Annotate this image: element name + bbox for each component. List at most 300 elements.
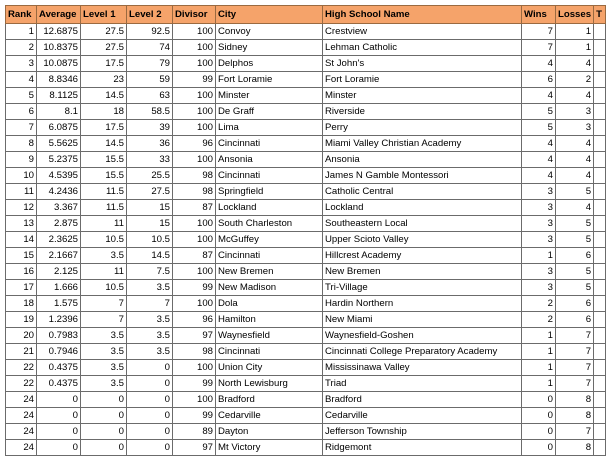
cell-high-school-name[interactable]: Jefferson Township	[323, 424, 522, 440]
cell-high-school-name[interactable]: Cedarville	[323, 408, 522, 424]
cell-level-1[interactable]: 15.5	[81, 168, 127, 184]
cell-level-1[interactable]: 3.5	[81, 376, 127, 392]
cell-average[interactable]: 0	[37, 392, 81, 408]
cell-rank[interactable]: 10	[6, 168, 37, 184]
cell-divisor[interactable]: 100	[173, 360, 216, 376]
cell-level-2[interactable]: 3.5	[127, 312, 173, 328]
cell-high-school-name[interactable]: James N Gamble Montessori	[323, 168, 522, 184]
cell-divisor[interactable]: 96	[173, 136, 216, 152]
table-row	[6, 280, 606, 296]
cell-divisor[interactable]: 100	[173, 120, 216, 136]
cell-average[interactable]: 0.7946	[37, 344, 81, 360]
cell-level-2[interactable]: 79	[127, 56, 173, 72]
cell-losses[interactable]: 8	[556, 392, 594, 408]
cell-level-2[interactable]: 0	[127, 408, 173, 424]
cell-average[interactable]: 2.3625	[37, 232, 81, 248]
cell-divisor[interactable]: 97	[173, 440, 216, 456]
cell-average[interactable]: 8.1	[37, 104, 81, 120]
cell-wins[interactable]: 4	[522, 56, 556, 72]
table-row	[6, 424, 606, 440]
cell-rank[interactable]: 20	[6, 328, 37, 344]
cell-city[interactable]: Minster	[216, 88, 323, 104]
cell-high-school-name[interactable]: Tri-Village	[323, 280, 522, 296]
cell-average[interactable]: 3.367	[37, 200, 81, 216]
cell-ties[interactable]	[594, 280, 606, 296]
cell-average[interactable]: 0	[37, 424, 81, 440]
cell-city[interactable]: Fort Loramie	[216, 72, 323, 88]
cell-divisor[interactable]: 100	[173, 296, 216, 312]
cell-wins[interactable]: 4	[522, 168, 556, 184]
cell-city[interactable]: Cincinnati	[216, 248, 323, 264]
cell-wins[interactable]: 1	[522, 248, 556, 264]
cell-level-2[interactable]: 0	[127, 360, 173, 376]
cell-ties[interactable]	[594, 344, 606, 360]
cell-high-school-name[interactable]: New Bremen	[323, 264, 522, 280]
cell-ties[interactable]	[594, 296, 606, 312]
table-row	[6, 72, 606, 88]
cell-level-1[interactable]: 23	[81, 72, 127, 88]
cell-city[interactable]: Dayton	[216, 424, 323, 440]
cell-city[interactable]: Cincinnati	[216, 136, 323, 152]
cell-high-school-name[interactable]: Crestview	[323, 24, 522, 40]
cell-divisor[interactable]: 100	[173, 152, 216, 168]
cell-rank[interactable]: 2	[6, 40, 37, 56]
column-header-ties[interactable]: T	[594, 6, 606, 24]
cell-rank[interactable]: 4	[6, 72, 37, 88]
cell-high-school-name[interactable]: Miami Valley Christian Academy	[323, 136, 522, 152]
cell-average[interactable]: 0	[37, 440, 81, 456]
cell-level-2[interactable]: 27.5	[127, 184, 173, 200]
table-row	[6, 120, 606, 136]
cell-level-1[interactable]: 10.5	[81, 280, 127, 296]
cell-average[interactable]: 6.0875	[37, 120, 81, 136]
cell-high-school-name[interactable]: Minster	[323, 88, 522, 104]
table-row	[6, 248, 606, 264]
cell-wins[interactable]: 3	[522, 280, 556, 296]
cell-high-school-name[interactable]: Southeastern Local	[323, 216, 522, 232]
cell-rank[interactable]: 7	[6, 120, 37, 136]
cell-ties[interactable]	[594, 136, 606, 152]
cell-wins[interactable]: 6	[522, 72, 556, 88]
cell-city[interactable]: McGuffey	[216, 232, 323, 248]
table-row	[6, 312, 606, 328]
cell-ties[interactable]	[594, 312, 606, 328]
cell-rank[interactable]: 21	[6, 344, 37, 360]
cell-wins[interactable]: 1	[522, 360, 556, 376]
cell-rank[interactable]: 12	[6, 200, 37, 216]
cell-high-school-name[interactable]: Hillcrest Academy	[323, 248, 522, 264]
table-row	[6, 344, 606, 360]
cell-rank[interactable]: 5	[6, 88, 37, 104]
cell-level-1[interactable]: 14.5	[81, 88, 127, 104]
cell-losses[interactable]: 6	[556, 248, 594, 264]
table-row	[6, 392, 606, 408]
column-header-rank[interactable]: Rank	[6, 6, 37, 24]
cell-rank[interactable]: 3	[6, 56, 37, 72]
cell-losses[interactable]: 5	[556, 280, 594, 296]
cell-ties[interactable]	[594, 72, 606, 88]
cell-level-1[interactable]: 17.5	[81, 56, 127, 72]
cell-rank[interactable]: 17	[6, 280, 37, 296]
cell-city[interactable]: Cedarville	[216, 408, 323, 424]
cell-level-1[interactable]: 10.5	[81, 232, 127, 248]
cell-ties[interactable]	[594, 376, 606, 392]
cell-high-school-name[interactable]: Waynesfield-Goshen	[323, 328, 522, 344]
cell-city[interactable]: Dola	[216, 296, 323, 312]
cell-level-2[interactable]: 63	[127, 88, 173, 104]
cell-wins[interactable]: 4	[522, 136, 556, 152]
cell-ties[interactable]	[594, 168, 606, 184]
column-header-average[interactable]: Average	[37, 6, 81, 24]
table-row	[6, 328, 606, 344]
cell-rank[interactable]: 24	[6, 392, 37, 408]
cell-level-1[interactable]: 0	[81, 408, 127, 424]
cell-rank[interactable]: 16	[6, 264, 37, 280]
cell-wins[interactable]: 7	[522, 40, 556, 56]
cell-level-2[interactable]: 25.5	[127, 168, 173, 184]
cell-losses[interactable]: 5	[556, 232, 594, 248]
cell-level-2[interactable]: 58.5	[127, 104, 173, 120]
cell-city[interactable]: New Madison	[216, 280, 323, 296]
cell-level-2[interactable]: 15	[127, 216, 173, 232]
cell-wins[interactable]: 4	[522, 152, 556, 168]
cell-losses[interactable]: 4	[556, 56, 594, 72]
cell-rank[interactable]: 13	[6, 216, 37, 232]
cell-city[interactable]: Union City	[216, 360, 323, 376]
cell-average[interactable]: 12.6875	[37, 24, 81, 40]
cell-rank[interactable]: 6	[6, 104, 37, 120]
cell-average[interactable]: 8.1125	[37, 88, 81, 104]
cell-losses[interactable]: 7	[556, 360, 594, 376]
table-row	[6, 152, 606, 168]
cell-wins[interactable]: 4	[522, 88, 556, 104]
cell-rank[interactable]: 24	[6, 424, 37, 440]
cell-average[interactable]: 1.575	[37, 296, 81, 312]
cell-wins[interactable]: 3	[522, 184, 556, 200]
cell-rank[interactable]: 1	[6, 24, 37, 40]
cell-average[interactable]: 1.2396	[37, 312, 81, 328]
cell-level-1[interactable]: 11	[81, 264, 127, 280]
cell-level-1[interactable]: 27.5	[81, 40, 127, 56]
cell-city[interactable]: Sidney	[216, 40, 323, 56]
cell-city[interactable]: Hamilton	[216, 312, 323, 328]
cell-average[interactable]: 10.8375	[37, 40, 81, 56]
cell-losses[interactable]: 4	[556, 88, 594, 104]
cell-losses[interactable]: 1	[556, 40, 594, 56]
cell-city[interactable]: Ansonia	[216, 152, 323, 168]
table-row	[6, 440, 606, 456]
cell-ties[interactable]	[594, 24, 606, 40]
column-header-losses[interactable]: Losses	[556, 6, 594, 24]
cell-losses[interactable]: 4	[556, 200, 594, 216]
cell-level-1[interactable]: 17.5	[81, 120, 127, 136]
cell-city[interactable]: Lockland	[216, 200, 323, 216]
cell-average[interactable]: 10.0875	[37, 56, 81, 72]
cell-city[interactable]: De Graff	[216, 104, 323, 120]
cell-high-school-name[interactable]: Upper Scioto Valley	[323, 232, 522, 248]
cell-high-school-name[interactable]: Ridgemont	[323, 440, 522, 456]
cell-divisor[interactable]: 100	[173, 24, 216, 40]
cell-divisor[interactable]: 97	[173, 328, 216, 344]
cell-losses[interactable]: 4	[556, 168, 594, 184]
cell-high-school-name[interactable]: Mississinawa Valley	[323, 360, 522, 376]
cell-wins[interactable]: 3	[522, 264, 556, 280]
cell-rank[interactable]: 15	[6, 248, 37, 264]
cell-average[interactable]: 5.5625	[37, 136, 81, 152]
cell-losses[interactable]: 1	[556, 24, 594, 40]
cell-wins[interactable]: 2	[522, 312, 556, 328]
cell-divisor[interactable]: 99	[173, 72, 216, 88]
cell-divisor[interactable]: 100	[173, 216, 216, 232]
cell-divisor[interactable]: 100	[173, 40, 216, 56]
cell-high-school-name[interactable]: Triad	[323, 376, 522, 392]
cell-losses[interactable]: 7	[556, 376, 594, 392]
cell-average[interactable]: 2.125	[37, 264, 81, 280]
cell-high-school-name[interactable]: Lockland	[323, 200, 522, 216]
cell-high-school-name[interactable]: Perry	[323, 120, 522, 136]
cell-city[interactable]: Cincinnati	[216, 344, 323, 360]
cell-average[interactable]: 4.2436	[37, 184, 81, 200]
cell-divisor[interactable]: 100	[173, 88, 216, 104]
cell-divisor[interactable]: 87	[173, 248, 216, 264]
cell-divisor[interactable]: 96	[173, 312, 216, 328]
cell-wins[interactable]: 7	[522, 24, 556, 40]
cell-wins[interactable]: 0	[522, 392, 556, 408]
cell-high-school-name[interactable]: Bradford	[323, 392, 522, 408]
cell-wins[interactable]: 3	[522, 200, 556, 216]
table-row	[6, 184, 606, 200]
cell-high-school-name[interactable]: Hardin Northern	[323, 296, 522, 312]
cell-high-school-name[interactable]: Fort Loramie	[323, 72, 522, 88]
column-header-high-school-name[interactable]: High School Name	[323, 6, 522, 24]
rankings-spreadsheet	[5, 5, 606, 456]
cell-ties[interactable]	[594, 408, 606, 424]
cell-losses[interactable]: 5	[556, 216, 594, 232]
cell-level-2[interactable]: 14.5	[127, 248, 173, 264]
cell-wins[interactable]: 5	[522, 104, 556, 120]
cell-wins[interactable]: 0	[522, 408, 556, 424]
cell-level-1[interactable]: 0	[81, 440, 127, 456]
cell-city[interactable]: North Lewisburg	[216, 376, 323, 392]
cell-average[interactable]: 2.875	[37, 216, 81, 232]
column-header-divisor[interactable]: Divisor	[173, 6, 216, 24]
cell-wins[interactable]: 5	[522, 120, 556, 136]
cell-level-1[interactable]: 7	[81, 296, 127, 312]
cell-ties[interactable]	[594, 120, 606, 136]
cell-divisor[interactable]: 100	[173, 56, 216, 72]
cell-high-school-name[interactable]: St John's	[323, 56, 522, 72]
cell-rank[interactable]: 14	[6, 232, 37, 248]
cell-average[interactable]: 0.4375	[37, 376, 81, 392]
cell-average[interactable]: 4.5395	[37, 168, 81, 184]
cell-level-1[interactable]: 3.5	[81, 344, 127, 360]
cell-rank[interactable]: 8	[6, 136, 37, 152]
column-header-city[interactable]: City	[216, 6, 323, 24]
column-header-level-2[interactable]: Level 2	[127, 6, 173, 24]
cell-level-1[interactable]: 3.5	[81, 360, 127, 376]
cell-average[interactable]: 0.4375	[37, 360, 81, 376]
cell-average[interactable]: 8.8346	[37, 72, 81, 88]
cell-losses[interactable]: 3	[556, 120, 594, 136]
cell-rank[interactable]: 24	[6, 408, 37, 424]
table-row	[6, 88, 606, 104]
cell-divisor[interactable]: 99	[173, 408, 216, 424]
cell-wins[interactable]: 0	[522, 424, 556, 440]
cell-level-1[interactable]: 27.5	[81, 24, 127, 40]
cell-rank[interactable]: 22	[6, 360, 37, 376]
table-row	[6, 360, 606, 376]
cell-level-2[interactable]: 3.5	[127, 328, 173, 344]
cell-wins[interactable]: 3	[522, 216, 556, 232]
cell-high-school-name[interactable]: Ansonia	[323, 152, 522, 168]
cell-ties[interactable]	[594, 440, 606, 456]
cell-losses[interactable]: 6	[556, 312, 594, 328]
cell-high-school-name[interactable]: Riverside	[323, 104, 522, 120]
cell-rank[interactable]: 19	[6, 312, 37, 328]
cell-ties[interactable]	[594, 200, 606, 216]
cell-ties[interactable]	[594, 104, 606, 120]
cell-divisor[interactable]: 100	[173, 264, 216, 280]
cell-divisor[interactable]: 87	[173, 200, 216, 216]
cell-divisor[interactable]: 98	[173, 168, 216, 184]
cell-ties[interactable]	[594, 184, 606, 200]
cell-divisor[interactable]: 98	[173, 184, 216, 200]
cell-level-1[interactable]: 0	[81, 392, 127, 408]
cell-divisor[interactable]: 100	[173, 232, 216, 248]
cell-average[interactable]: 0	[37, 408, 81, 424]
cell-divisor[interactable]: 99	[173, 376, 216, 392]
cell-level-1[interactable]: 14.5	[81, 136, 127, 152]
cell-city[interactable]: Cincinnati	[216, 168, 323, 184]
cell-level-2[interactable]: 0	[127, 440, 173, 456]
table-row	[6, 216, 606, 232]
cell-city[interactable]: South Charleston	[216, 216, 323, 232]
cell-rank[interactable]: 24	[6, 440, 37, 456]
cell-losses[interactable]: 3	[556, 104, 594, 120]
cell-divisor[interactable]: 98	[173, 344, 216, 360]
cell-losses[interactable]: 7	[556, 424, 594, 440]
cell-level-1[interactable]: 11.5	[81, 200, 127, 216]
cell-average[interactable]: 0.7983	[37, 328, 81, 344]
cell-ties[interactable]	[594, 232, 606, 248]
cell-city[interactable]: Springfield	[216, 184, 323, 200]
cell-city[interactable]: New Bremen	[216, 264, 323, 280]
cell-divisor[interactable]: 100	[173, 104, 216, 120]
cell-losses[interactable]: 4	[556, 152, 594, 168]
cell-divisor[interactable]: 89	[173, 424, 216, 440]
cell-ties[interactable]	[594, 328, 606, 344]
cell-rank[interactable]: 11	[6, 184, 37, 200]
cell-ties[interactable]	[594, 56, 606, 72]
cell-ties[interactable]	[594, 248, 606, 264]
cell-average[interactable]: 5.2375	[37, 152, 81, 168]
cell-losses[interactable]: 5	[556, 184, 594, 200]
cell-level-2[interactable]: 15	[127, 200, 173, 216]
cell-level-1[interactable]: 3.5	[81, 328, 127, 344]
cell-losses[interactable]: 5	[556, 264, 594, 280]
cell-level-2[interactable]: 33	[127, 152, 173, 168]
cell-high-school-name[interactable]: Cincinnati College Preparatory Academy	[323, 344, 522, 360]
cell-city[interactable]: Mt Victory	[216, 440, 323, 456]
table-row	[6, 136, 606, 152]
cell-rank[interactable]: 18	[6, 296, 37, 312]
column-header-wins[interactable]: Wins	[522, 6, 556, 24]
cell-level-2[interactable]: 3.5	[127, 280, 173, 296]
cell-divisor[interactable]: 100	[173, 392, 216, 408]
cell-losses[interactable]: 2	[556, 72, 594, 88]
cell-rank[interactable]: 22	[6, 376, 37, 392]
cell-high-school-name[interactable]: Lehman Catholic	[323, 40, 522, 56]
cell-ties[interactable]	[594, 88, 606, 104]
cell-losses[interactable]: 8	[556, 440, 594, 456]
cell-city[interactable]: Convoy	[216, 24, 323, 40]
cell-average[interactable]: 2.1667	[37, 248, 81, 264]
cell-losses[interactable]: 8	[556, 408, 594, 424]
cell-wins[interactable]: 1	[522, 344, 556, 360]
cell-city[interactable]: Delphos	[216, 56, 323, 72]
cell-wins[interactable]: 2	[522, 296, 556, 312]
cell-losses[interactable]: 7	[556, 344, 594, 360]
table-row	[6, 56, 606, 72]
cell-level-2[interactable]: 7.5	[127, 264, 173, 280]
cell-city[interactable]: Lima	[216, 120, 323, 136]
cell-ties[interactable]	[594, 264, 606, 280]
cell-level-2[interactable]: 36	[127, 136, 173, 152]
cell-wins[interactable]: 1	[522, 328, 556, 344]
cell-level-2[interactable]: 0	[127, 424, 173, 440]
cell-ties[interactable]	[594, 392, 606, 408]
cell-ties[interactable]	[594, 424, 606, 440]
cell-losses[interactable]: 4	[556, 136, 594, 152]
cell-wins[interactable]: 1	[522, 376, 556, 392]
cell-losses[interactable]: 7	[556, 328, 594, 344]
cell-level-1[interactable]: 11	[81, 216, 127, 232]
cell-ties[interactable]	[594, 152, 606, 168]
cell-ties[interactable]	[594, 360, 606, 376]
cell-level-2[interactable]: 74	[127, 40, 173, 56]
cell-city[interactable]: Bradford	[216, 392, 323, 408]
column-header-level-1[interactable]: Level 1	[81, 6, 127, 24]
cell-wins[interactable]: 3	[522, 232, 556, 248]
cell-rank[interactable]: 9	[6, 152, 37, 168]
cell-level-2[interactable]: 0	[127, 392, 173, 408]
cell-level-2[interactable]: 39	[127, 120, 173, 136]
cell-level-1[interactable]: 11.5	[81, 184, 127, 200]
table-row	[6, 264, 606, 280]
cell-level-2[interactable]: 3.5	[127, 344, 173, 360]
cell-level-1[interactable]: 7	[81, 312, 127, 328]
cell-high-school-name[interactable]: Catholic Central	[323, 184, 522, 200]
cell-wins[interactable]: 0	[522, 440, 556, 456]
cell-divisor[interactable]: 99	[173, 280, 216, 296]
cell-level-2[interactable]: 7	[127, 296, 173, 312]
cell-level-1[interactable]: 3.5	[81, 248, 127, 264]
cell-losses[interactable]: 6	[556, 296, 594, 312]
cell-level-2[interactable]: 0	[127, 376, 173, 392]
cell-level-2[interactable]: 92.5	[127, 24, 173, 40]
cell-city[interactable]: Waynesfield	[216, 328, 323, 344]
cell-ties[interactable]	[594, 40, 606, 56]
cell-high-school-name[interactable]: New Miami	[323, 312, 522, 328]
cell-average[interactable]: 1.666	[37, 280, 81, 296]
cell-level-1[interactable]: 0	[81, 424, 127, 440]
cell-level-2[interactable]: 10.5	[127, 232, 173, 248]
cell-level-2[interactable]: 59	[127, 72, 173, 88]
table-row	[6, 232, 606, 248]
cell-level-1[interactable]: 18	[81, 104, 127, 120]
cell-ties[interactable]	[594, 216, 606, 232]
cell-level-1[interactable]: 15.5	[81, 152, 127, 168]
